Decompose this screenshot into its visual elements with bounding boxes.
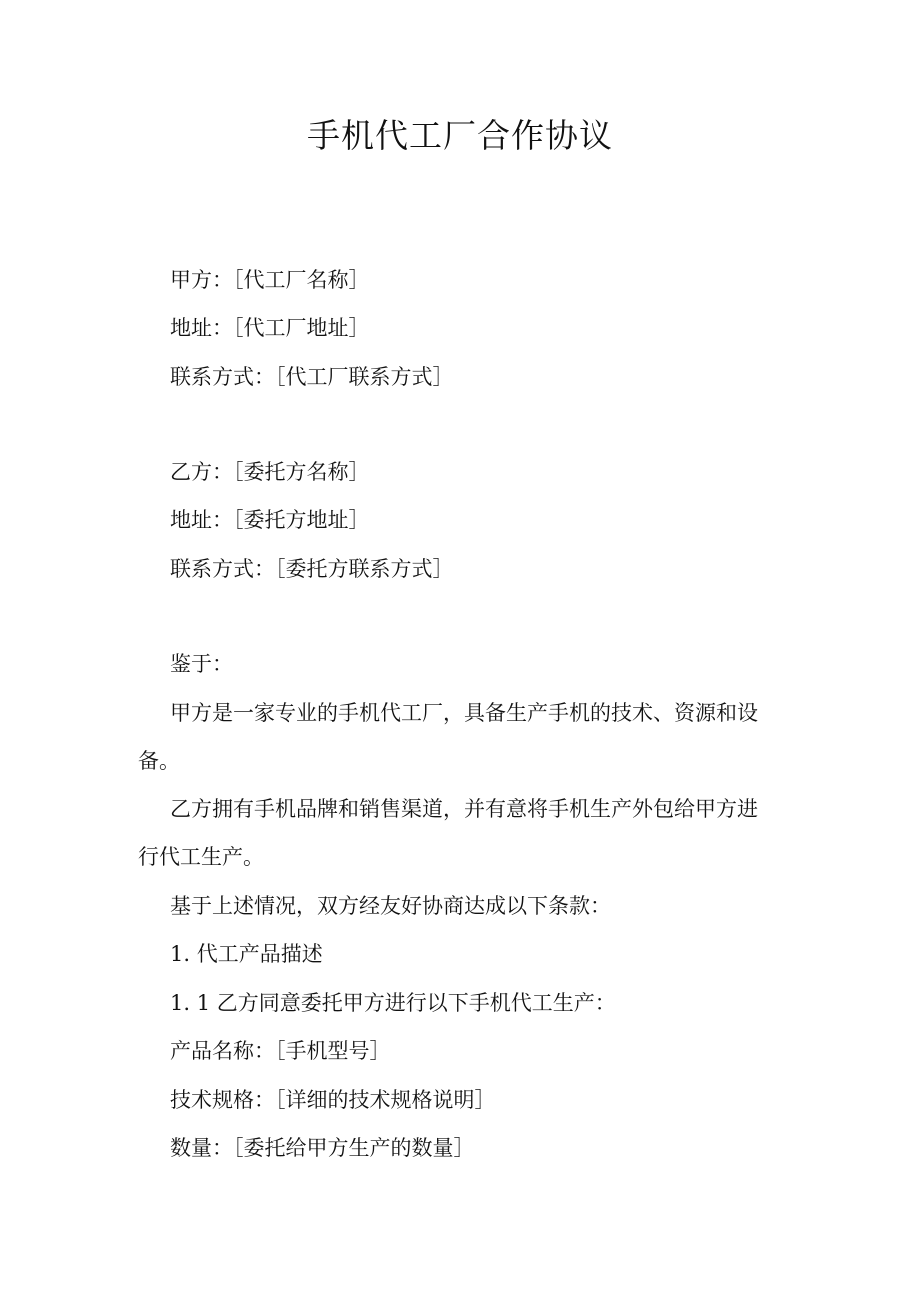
quantity-value: ［委托给甲方生产的数量］ [233, 1136, 475, 1160]
product-name-value: ［手机型号］ [275, 1039, 391, 1063]
document-title: 手机代工厂合作协议 [307, 116, 613, 155]
party-a-address-value: ［代工厂地址］ [233, 316, 370, 340]
whereas-para2-line1: 乙方拥有手机品牌和销售渠道，并有意将手机生产外包给甲方进 [170, 797, 758, 821]
party-a-address-label: 地址： [170, 316, 233, 340]
whereas-para1-line2: 备。 [138, 749, 180, 773]
whereas-para2-line2: 行代工生产。 [138, 845, 264, 869]
party-a-contact-value: ［代工厂联系方式］ [275, 365, 454, 389]
party-b-name-label: 乙方： [170, 460, 233, 484]
party-b-contact-value: ［委托方联系方式］ [275, 557, 454, 581]
whereas-para3: 基于上述情况，双方经友好协商达成以下条款： [170, 894, 611, 918]
party-a-address-line [170, 308, 830, 348]
quantity-line [170, 1128, 830, 1168]
party-b-address-label: 地址： [170, 508, 233, 532]
party-a-name-label: 甲方： [170, 268, 233, 292]
tech-spec-value: ［详细的技术规格说明］ [275, 1088, 496, 1112]
party-b-name-line [170, 452, 830, 492]
party-b-contact-label: 联系方式： [170, 557, 275, 581]
tech-spec-line [170, 1080, 830, 1120]
party-a-name-line [170, 260, 830, 300]
whereas-para1-line1: 甲方是一家专业的手机代工厂，具备生产手机的技术、资源和设 [170, 701, 758, 725]
clause-1-1: 1. 1 乙方同意委托甲方进行以下手机代工生产： [170, 991, 616, 1015]
party-b-address-value: ［委托方地址］ [233, 508, 370, 532]
whereas-heading: 鉴于： [170, 652, 233, 676]
product-name-line [170, 1031, 830, 1071]
section1-heading: 1. 代工产品描述 [170, 942, 323, 966]
tech-spec-label: 技术规格： [170, 1088, 275, 1112]
party-a-name-value: ［代工厂名称］ [233, 268, 370, 292]
quantity-label: 数量： [170, 1136, 233, 1160]
party-b-address-line [170, 500, 830, 540]
party-b-contact-line [170, 549, 830, 589]
party-a-contact-label: 联系方式： [170, 365, 275, 389]
party-b-name-value: ［委托方名称］ [233, 460, 370, 484]
party-a-contact-line [170, 357, 830, 397]
product-name-label: 产品名称： [170, 1039, 275, 1063]
